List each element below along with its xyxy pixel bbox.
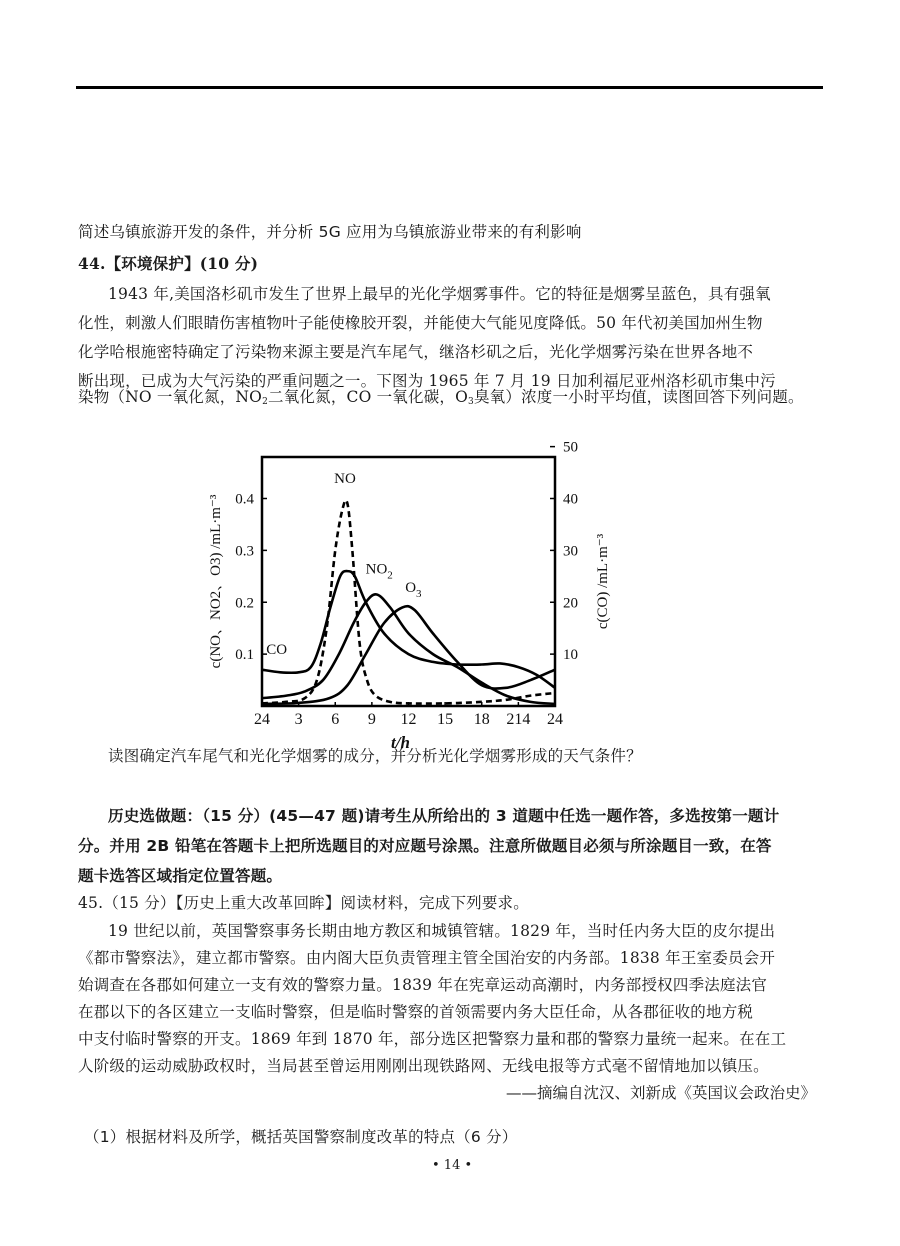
y-right-tick-label: 40 [563, 491, 578, 508]
sub-question-1: （1）根据材料及所学，概括英国警察制度改革的特点（6 分） [84, 1128, 518, 1146]
q44-para-line: 化学哈根施密特确定了污染物来源主要是汽车尾气，继洛杉矶之后，光化学烟雾污染在世界各地不 [78, 343, 754, 361]
y-left-tick-label: 0.3 [235, 543, 254, 560]
page-number: • 14 • [432, 1158, 473, 1173]
q44-question: 读图确定汽车尾气和光化学烟雾的成分，并分析光化学烟雾形成的天气条件？ [108, 747, 642, 765]
series-label-co: CO [266, 642, 288, 659]
material-line: 始调查在各郡如何建立一支有效的警察力量。1839 年在宪章运动高潮时，内务部授权四季法庭法官 [78, 976, 768, 994]
q44-text: 二氧化氮，CO 一氧化碳，O [268, 388, 469, 406]
x-axis-label: t/h [391, 733, 410, 752]
q44-para-last-line [78, 385, 804, 407]
x-tick-label: 18 [473, 711, 490, 728]
x-tick-label: 9 [367, 711, 376, 728]
series-label-subscript: 2 [387, 569, 393, 582]
q44-text: 染物（NO 一氧化氮，NO [78, 388, 263, 406]
history-intro-line: 历史选做题：（15 分）(45—47 题)请考生从所给出的 3 道题中任选一题作答，多选按第一题计 [108, 807, 780, 825]
q44-text: 臭氧）浓度一小时平均值，读图回答下列问题。 [473, 388, 804, 406]
series-label-subscript: 3 [416, 587, 422, 600]
y-right-axis-label: c(CO) /mL·m⁻³ [595, 533, 611, 630]
q44-para-line: 断出现，已成为大气污染的严重问题之一。下图为 1965 年 7 月 19 日加利福尼亚州洛杉矶市集中污 [78, 372, 776, 390]
subscript: 2 [262, 397, 269, 407]
q44-para-line: 1943 年,美国洛杉矶市发生了世界上最早的光化学烟雾事件。它的特征是烟雾呈蓝色，具有强氧 [108, 285, 771, 303]
q45-heading: 45.（15 分）【历史上重大改革回眸】阅读材料，完成下列要求。 [78, 894, 529, 912]
q44-para-line: 化性，刺激人们眼睛伤害植物叶子能使橡胶开裂，并能使大气能见度降低。50 年代初美国加州生物 [78, 314, 763, 332]
material-line: 在郡以下的各区建立一支临时警察，但是临时警察的首领需要内务大臣任命，从各郡征收的地方税 [78, 1003, 754, 1021]
series-label-no: NO [334, 470, 356, 487]
series-label-no2: $NO_2$ [365, 561, 393, 582]
material-line: 19 世纪以前，英国警察事务长期由地方教区和城镇管辖。1829 年，当时任内务大臣的皮尔提出 [108, 922, 776, 940]
material-line: 中支付临时警察的开支。1869 年到 1870 年，部分选区把警察力量和郡的警察力量统一起来。在在工 [78, 1030, 787, 1048]
y-left-tick-label: 0.4 [235, 491, 254, 508]
material-line: 人阶级的运动威胁政权时，当局甚至曾运用刚刚出现铁路网、无线电报等方式毫不留情地加以镇压。 [78, 1057, 769, 1075]
x-tick-label: 15 [437, 711, 454, 728]
y-left-axis-label: c(NO、NO2、O3) /mL·m⁻³ [208, 494, 224, 669]
x-tick-label: 24 [547, 711, 563, 728]
series-line-no [262, 500, 555, 703]
pollutant-chart [200, 439, 630, 754]
series-label-o3: $O_3$ [405, 579, 422, 600]
y-right-tick-label: 20 [563, 595, 578, 612]
subscript: 3 [468, 397, 474, 407]
history-intro-line: 分。并用 2B 铅笔在答题卡上把所选题目的对应题号涂黑。注意所做题目必须与所涂题目一致，在答 [78, 837, 772, 855]
y-left-tick-label: 0.1 [235, 647, 254, 664]
y-right-tick-label: 50 [563, 439, 578, 456]
intro-question: 简述乌镇旅游开发的条件，并分析 5G 应用为乌镇旅游业带来的有利影响 [78, 223, 582, 241]
x-tick-label: 12 [400, 711, 417, 728]
material-source: ——摘编自沈汉、刘新成《英国议会政治史》 [505, 1084, 816, 1102]
y-right-tick-label: 30 [563, 543, 578, 560]
header-rule [76, 86, 823, 89]
x-tick-label: 214 [506, 711, 531, 728]
chart-svg [200, 439, 630, 752]
y-right-tick-label: 10 [563, 647, 578, 664]
x-tick-label: 3 [294, 711, 303, 728]
x-tick-label: 6 [331, 711, 340, 728]
q44-heading: 44.【环境保护】(10 分) [78, 254, 259, 273]
material-line: 《都市警察法》，建立都市警察。由内阁大臣负责管理主管全国治安的内务部。1838 年王室委员会开 [78, 949, 776, 967]
history-intro-line: 题卡选答区域指定位置答题。 [78, 867, 283, 885]
x-tick-label: 24 [254, 711, 270, 728]
y-left-tick-label: 0.2 [235, 595, 254, 612]
